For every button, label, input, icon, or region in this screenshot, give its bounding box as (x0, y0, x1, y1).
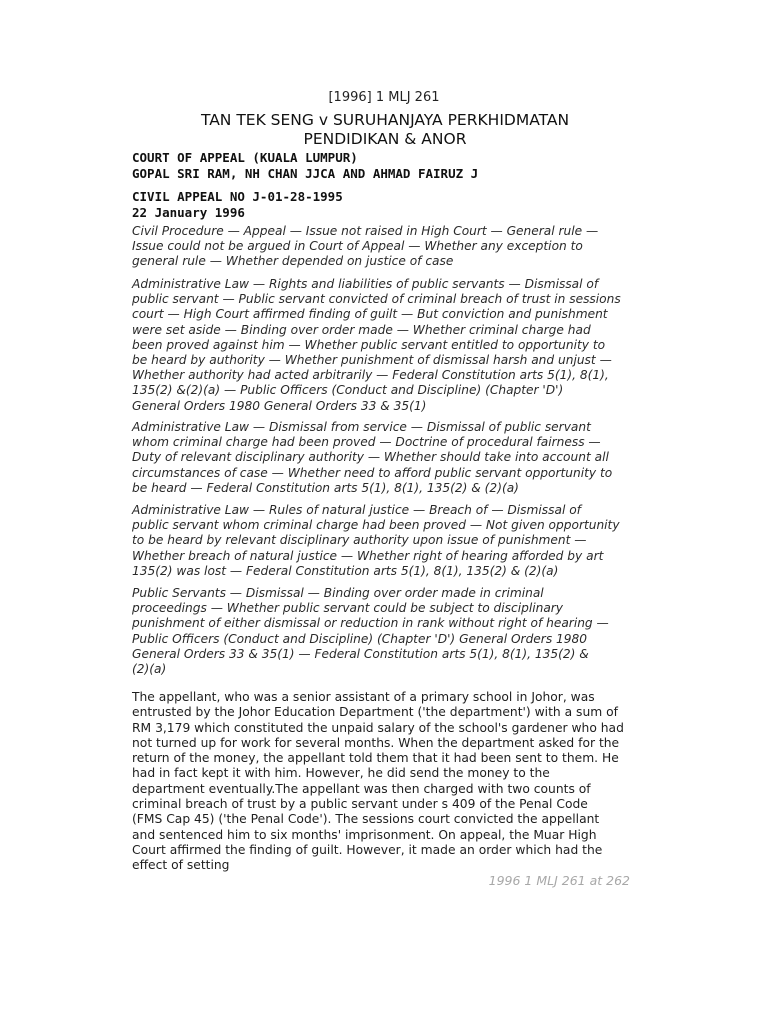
decision-date: 22 January 1996 (132, 204, 245, 220)
catchword-line: were set aside — Binding over order made — Whether criminal charge had (132, 322, 591, 337)
catchword-line: 135(2) &(2)(a) — Public Officers (Conduct and Discipline) (Chapter 'D') (132, 383, 564, 398)
catchword-line: to be heard by relevant disciplinary authority upon issue of punishment — (132, 533, 587, 548)
catchword-paragraph (132, 503, 642, 579)
citation: [1996] 1 MLJ 261 (328, 90, 440, 105)
catchword-line: punishment of either dismissal or reduction in rank without right of hearing — (132, 616, 609, 631)
body-line: (FMS Cap 45) ('the Penal Code'). The sessions court convicted the appellant (132, 812, 600, 827)
catchword-line: circumstances of case — Whether need to afford public servant opportunity to (132, 465, 613, 480)
catchword-line: Administrative Law — Dismissal from service — Dismissal of public servant (132, 420, 591, 434)
catchword-line: Issue could not be argued in Court of Appeal — Whether any exception to (132, 239, 583, 254)
catchword-line: been proved against him — Whether public servant entitled to opportunity to (132, 337, 606, 352)
catchword-line: Whether authority had acted arbitrarily — Federal Constitution arts 5(1), 8(1), (132, 368, 609, 383)
catchword-paragraph (132, 420, 642, 496)
body-line: Court affirmed the finding of guilt. However, it made an order which had the (132, 842, 603, 857)
catchword-line: Duty of relevant disciplinary authority — Whether should take into account all (132, 450, 609, 465)
court-name: COURT OF APPEAL (KUALA LUMPUR) (132, 150, 358, 165)
catchword-line: (2)(a) (132, 662, 167, 677)
case-headings (132, 150, 652, 220)
page-reference: 1996 1 MLJ 261 at 262 (488, 873, 630, 888)
catchword-line: General Orders 1980 General Orders 33 & 35(1) (132, 398, 427, 413)
catchword-line: public servant whom criminal charge had been proved — Not given opportunity (132, 518, 620, 533)
headnote-body (132, 690, 642, 874)
catchword-line: General Orders 33 & 35(1) — Federal Constitution arts 5(1), 8(1), 135(2) & (132, 646, 589, 661)
catchword-line: general rule — Whether depended on justice of case (132, 254, 454, 269)
body-line: effect of setting (132, 858, 230, 873)
catchword-line: 135(2) was lost — Federal Constitution arts 5(1), 8(1), 135(2) & (2)(a) (132, 563, 559, 578)
case-title-line: PENDIDIKAN & ANOR (303, 130, 467, 148)
catchword-line: public servant — Public servant convicted of criminal breach of trust in sessions (132, 292, 621, 307)
body-line: criminal breach of trust by a public servant under s 409 of the Penal Code (132, 797, 588, 812)
body-line: return of the money, the appellant told them that it had been sent to them. He (132, 751, 619, 766)
body-line: had in fact kept it with him. However, he did send the money to the (132, 766, 550, 781)
body-line: The appellant, who was a senior assistant of a primary school in Johor, was (132, 690, 595, 704)
judges: GOPAL SRI RAM, NH CHAN JJCA AND AHMAD FAIRUZ J (132, 165, 479, 181)
catchword-line: be heard — Federal Constitution arts 5(1), 8(1), 135(2) & (2)(a) (132, 480, 519, 495)
catchword-paragraph (132, 277, 642, 414)
catchword-line: Public Officers (Conduct and Discipline) (Chapter 'D') General Orders 1980 (132, 631, 588, 646)
case-title-line: TAN TEK SENG v SURUHANJAYA PERKHIDMATAN (200, 111, 570, 129)
body-line: RM 3,179 which constituted the unpaid salary of the school's gardener who had (132, 720, 624, 735)
body-line: entrusted by the Johor Education Department ('the department') with a sum of (132, 705, 618, 720)
catchword-paragraph (132, 586, 642, 677)
catchword-line: Public Servants — Dismissal — Binding over order made in criminal (132, 586, 544, 600)
catchword-paragraph (132, 224, 642, 270)
body-line: department eventually.The appellant was then charged with two counts of (132, 781, 591, 796)
catchword-line: Civil Procedure — Appeal — Issue not raised in High Court — General rule — (132, 224, 599, 238)
case-title (160, 111, 610, 149)
catchword-line: court — High Court affirmed finding of guilt — But conviction and punishment (132, 307, 608, 322)
body-line: not turned up for work for several months. When the department asked for the (132, 735, 620, 750)
case-number: CIVIL APPEAL NO J-01-28-1995 (132, 189, 343, 204)
catchword-line: Whether breach of natural justice — Whether right of hearing afforded by art (132, 548, 604, 563)
catchword-line: Administrative Law — Rules of natural justice — Breach of — Dismissal of (132, 503, 581, 517)
body-line: and sentenced him to six months' imprisonment. On appeal, the Muar High (132, 827, 597, 842)
catchword-line: whom criminal charge had been proved — Doctrine of procedural fairness — (132, 435, 601, 450)
catchword-line: be heard by authority — Whether punishment of dismissal harsh and unjust — (132, 353, 612, 368)
catchword-line: proceedings — Whether public servant could be subject to disciplinary (132, 601, 564, 616)
catchword-line: Administrative Law — Rights and liabilities of public servants — Dismissal of (132, 277, 599, 291)
